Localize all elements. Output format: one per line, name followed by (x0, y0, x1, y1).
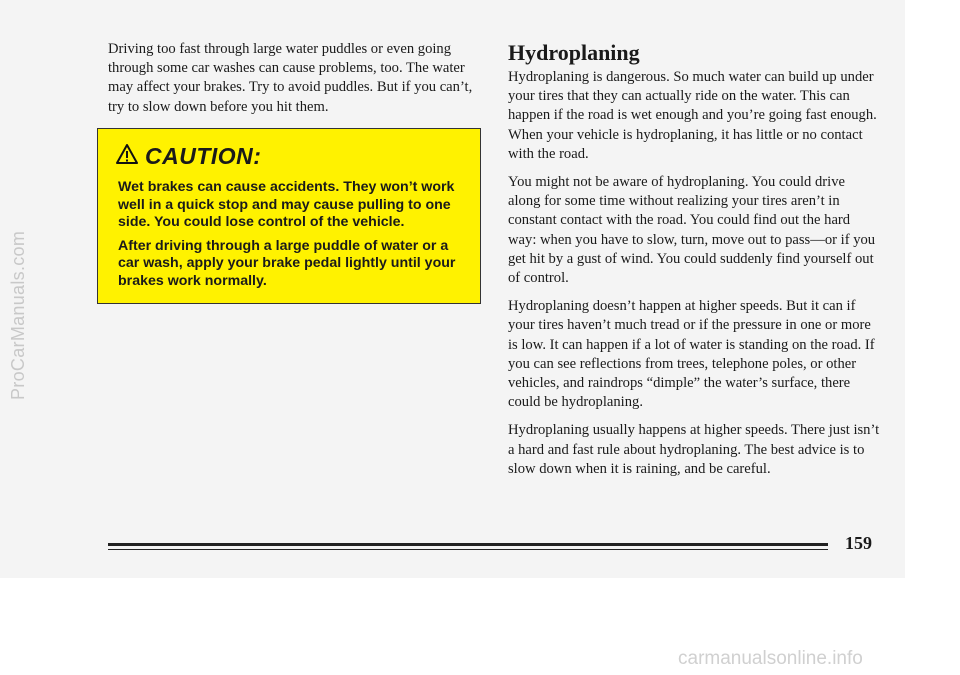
body-paragraph: You might not be aware of hydroplaning. You could drive along for some time without realizing your tires aren’t in constant contact with the road. You could find out the hard way: when you have to slow, turn, move out to pass—or if you get hit by a gust of wind. You could suddenly find yourself out of control. (508, 174, 876, 287)
footer-rule-thin (108, 549, 828, 550)
section-heading: Hydroplaning (508, 40, 640, 65)
footer-url: carmanualsonline.info (678, 648, 863, 669)
left-column (108, 40, 480, 126)
body-paragraph: Hydroplaning is dangerous. So much water can build up under your tires that they can actually ride on the water. This can happen if the road is wet enough and you’re going fast enough. When your vehicle is hydroplaning, it has little or no contact with the road. (508, 69, 877, 162)
footer-rule (108, 543, 828, 550)
caution-header (115, 143, 261, 170)
right-column (508, 40, 880, 488)
caution-box (97, 128, 481, 304)
caution-body (118, 179, 468, 297)
body-paragraph: Hydroplaning usually happens at higher speeds. There just isn’t a hard and fast rule about hydroplaning. The best advice is to slow down when it is raining, and be careful. (508, 422, 880, 477)
footer-rule-thick (108, 543, 828, 546)
caution-paragraph-2: After driving through a large puddle of water or a car wash, apply your brake pedal lightly until your brakes work normally. (118, 237, 456, 289)
caution-title: CAUTION: (145, 143, 262, 169)
warning-triangle-icon (115, 143, 139, 170)
caution-paragraph-1: Wet brakes can cause accidents. They won’t work well in a quick stop and may cause pulling to one side. You could lose control of the vehicle. (118, 179, 455, 231)
intro-paragraph: Driving too fast through large water puddles or even going through some car washes can cause problems, too. The water may affect your brakes. Try to avoid puddles. But if you can’t, try to slow down before you hit them. (108, 41, 473, 115)
page-number: 159 (845, 533, 872, 553)
watermark: ProCarManuals.com (8, 230, 28, 400)
body-paragraph: Hydroplaning doesn’t happen at higher speeds. But it can if your tires haven’t much tread or if the pressure in one or more is low. It can happen if a lot of water is standing on the road. If you can see reflections from trees, telephone poles, or other vehicles, and raindrops “dimple” the water’s surface, there could be hydroplaning. (508, 298, 875, 411)
